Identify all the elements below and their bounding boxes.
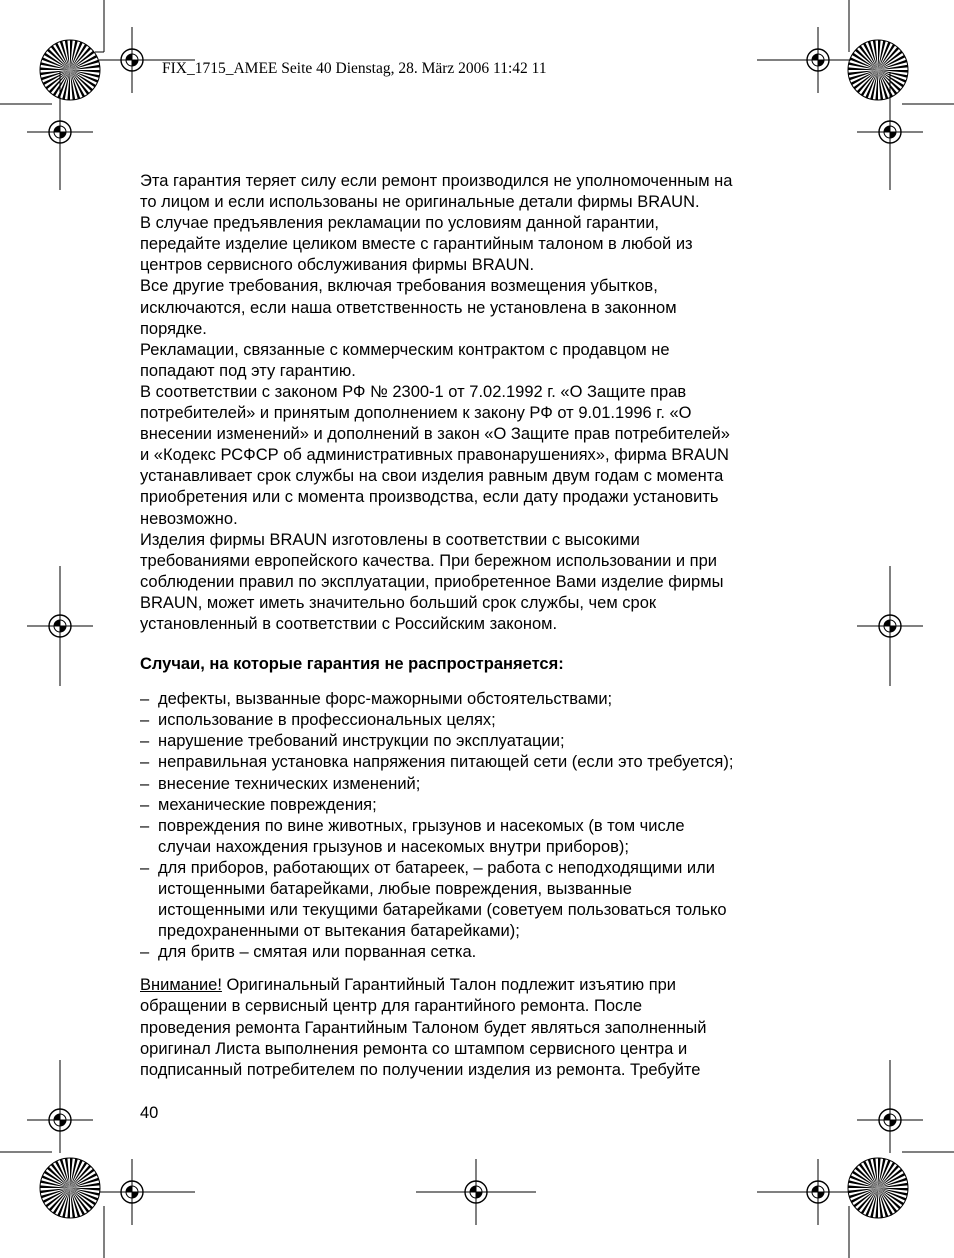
text-line: требованиями европейского качества. При бережном использовании и при [140,551,718,570]
dash-bullet: – [140,690,150,709]
text-line: обращении в сервисный центр для гарантийного ремонта. После [140,997,643,1016]
text-line: порядке. [140,319,207,338]
page-number: 40 [140,1104,159,1122]
text-line: внесении изменений» и дополнений в закон «О Защите прав потребителей» [140,425,730,444]
text-line: соблюдении правил по эксплуатации, приобретенное Вами изделие фирмы [140,572,724,591]
text-line: то лицом и если использованы не оригинальные детали фирмы BRAUN. [140,193,700,212]
text-line: невозможно. [140,509,238,528]
list-item [140,816,840,837]
notice-first-line: Внимание! Оригинальный Гарантийный Талон подлежит изъятию при [140,976,677,995]
dash-bullet: – [140,732,150,751]
dash-bullet: – [140,774,150,793]
text-line: потребителей» и принятым дополнением к закону РФ от 9.01.1996 г. «О [140,404,692,423]
warranty-terms [140,171,840,635]
list-item-text: внесение технических изменений; [158,774,421,793]
text-line: устанавливает срок службы на свои изделия равным двум годам с момента [140,467,724,486]
list-item [140,710,840,731]
page-content [140,171,840,1081]
starburst-target [40,1158,100,1218]
dash-bullet: – [140,711,150,730]
list-item [140,795,840,816]
text-line: В соответствии с законом РФ № 2300-1 от 7.02.1992 г. «О Защите прав [140,382,687,401]
starburst-target [848,1158,908,1218]
text-line: Изделия фирмы BRAUN изготовлены в соответствии с высокими [140,530,640,549]
print-slug: FIX_1715_AMEE Seite 40 Dienstag, 28. März 2006 11:42 11 [162,60,547,77]
list-item-text: нарушение требований инструкции по эксплуатации; [158,732,565,751]
list-item-text: истощенными батарейками, любые повреждения, вызванные [158,880,632,898]
text-line: BRAUN, может иметь значительно больший срок службы, чем срок [140,593,657,612]
dash-bullet: – [140,858,150,877]
dash-bullet: – [140,795,150,814]
list-item [140,689,840,710]
list-item-text: дефекты, вызванные форс-мажорными обстоятельствами; [158,690,613,709]
text-line: передайте изделие целиком вместе с гарантийным талоном в любой из [140,235,693,254]
text-line: В случае предъявления рекламации по условиям данной гарантии, [140,214,660,233]
list-item-text: предохраненными от вытекания батарейками); [158,922,520,941]
text-line: Эта гарантия теряет силу если ремонт производился не уполномоченным на [140,172,733,190]
notice-paragraph [140,975,840,1080]
list-item [140,858,840,879]
list-item [140,774,840,795]
dash-bullet: – [140,816,150,835]
text-line: проведения ремонта Гарантийным Талоном будет являться заполненный [140,1018,707,1037]
list-item-text: истощенными или текущими батарейками (советуем пользоваться только [158,901,727,920]
list-item-text: повреждения по вине животных, грызунов и насекомых (в том числе [158,816,685,835]
list-item [140,752,840,773]
list-item-text: неправильная установка напряжения питающей сети (если это требуется); [158,753,734,772]
list-item [140,837,840,858]
exclusions-heading: Случаи, на которые гарантия не распространяется: [140,655,564,674]
dash-bullet: – [140,943,150,962]
text-line: центров сервисного обслуживания фирмы BRAUN. [140,256,535,275]
notice-label: Внимание! [140,976,222,995]
text-line: Все другие требования, включая требования возмещения убытков, [140,277,658,296]
text-line: Рекламации, связанные с коммерческим контрактом с продавцом не [140,340,670,359]
list-item-text: механические повреждения; [158,795,377,814]
text-line: оригинал Листа выполнения ремонта со штампом сервисного центра и [140,1039,688,1058]
list-item [140,900,840,921]
text-line: исключаются, если наша ответственность не установлена в законном [140,298,677,317]
text-line: и «Кодекс РСФСР об административных правонарушениях», фирма BRAUN [140,446,729,465]
dash-bullet: – [140,753,150,772]
text-line: попадают под эту гарантию. [140,361,356,380]
text-line: подписанный потребителем по получении изделия из ремонта. Требуйте [140,1060,701,1079]
list-item-text: случаи нахождения грызунов и насекомых внутри приборов); [158,837,630,856]
list-item-text: для бритв – смятая или порванная сетка. [158,943,477,962]
list-item-text: для приборов, работающих от батареек, – работа с неподходящими или [158,858,715,877]
starburst-target [40,40,100,100]
exclusions-list [140,689,840,963]
list-item [140,879,840,900]
text-line: приобретения или с момента производства, если дату продажи установить [140,488,719,507]
list-item-text: использование в профессиональных целях; [158,711,496,730]
list-item [140,731,840,752]
list-item [140,921,840,942]
starburst-target [848,40,908,100]
list-item [140,942,840,963]
text-line: установленный в соответствии с Российским законом. [140,614,558,633]
